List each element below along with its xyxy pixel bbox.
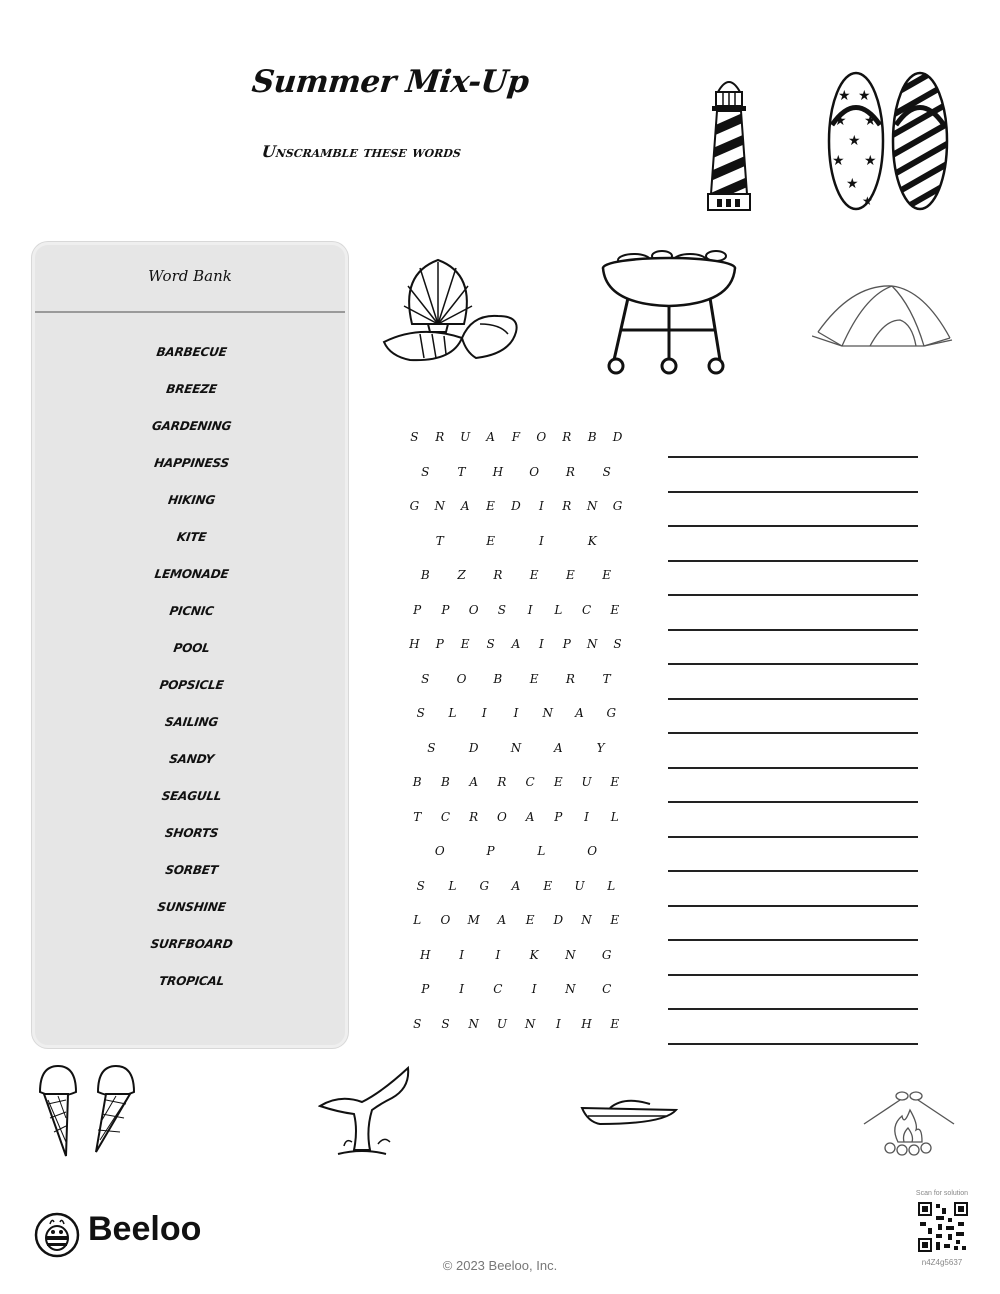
word-bank-item: KITE — [175, 530, 208, 544]
scrambled-letter: N — [581, 913, 592, 928]
scrambled-letter: N — [524, 1016, 536, 1031]
answer-line[interactable] — [668, 663, 918, 698]
scrambled-letter: R — [565, 671, 575, 686]
scrambled-letter: P — [435, 637, 444, 652]
scrambled-letter: I — [459, 982, 464, 997]
scrambled-letter: G — [479, 878, 490, 893]
scrambled-letter: G — [601, 947, 612, 962]
word-bank-title: Word Bank — [148, 267, 232, 285]
scrambled-letter: N — [434, 499, 446, 514]
scrambled-word — [396, 765, 636, 800]
scrambled-letter: I — [584, 809, 589, 824]
scrambled-letter: P — [441, 602, 450, 617]
tent-icon — [812, 280, 958, 352]
svg-text:★: ★ — [858, 88, 871, 104]
answer-line[interactable] — [668, 767, 918, 802]
word-bank-item: BARBECUE — [155, 345, 228, 359]
scrambled-letter: S — [441, 1016, 450, 1031]
scrambled-letter: P — [421, 982, 430, 997]
scrambled-word — [396, 731, 636, 766]
answer-line[interactable] — [668, 491, 918, 526]
copyright: © 2023 Beeloo, Inc. — [442, 1258, 558, 1273]
speedboat-icon — [580, 1094, 680, 1128]
scrambled-letter: O — [587, 844, 598, 859]
scrambled-letter: R — [435, 430, 445, 445]
answer-line[interactable] — [668, 870, 918, 905]
scrambled-word — [396, 420, 636, 455]
scrambled-word — [396, 593, 636, 628]
scrambled-letter: I — [513, 706, 519, 721]
scrambled-letter: U — [460, 430, 471, 445]
scrambled-letter: H — [420, 947, 431, 962]
page-title: Summer Mix-Up — [250, 64, 531, 100]
word-bank-item: SORBET — [164, 863, 219, 877]
scrambled-letter: B — [587, 430, 597, 445]
scrambled-letter: I — [538, 499, 544, 514]
svg-text:★: ★ — [864, 113, 877, 129]
svg-text:★: ★ — [838, 88, 851, 104]
scrambled-letter: H — [492, 464, 504, 479]
answer-line[interactable] — [668, 836, 918, 871]
bee-logo-icon — [34, 1212, 80, 1258]
scrambled-word — [396, 489, 636, 524]
answer-line[interactable] — [668, 939, 918, 974]
scrambled-letter: I — [538, 637, 544, 652]
word-bank-item: SAILING — [164, 715, 220, 729]
answer-line[interactable] — [668, 1043, 918, 1078]
svg-text:★: ★ — [846, 176, 859, 192]
word-bank-item: POOL — [172, 641, 211, 655]
scrambled-letter: B — [493, 671, 503, 686]
scrambled-letter: E — [529, 568, 539, 583]
scrambled-word — [396, 455, 636, 490]
scrambled-word — [396, 972, 636, 1007]
scrambled-letter: U — [496, 1016, 507, 1031]
scrambled-word — [396, 627, 636, 662]
scrambled-letter: E — [525, 913, 535, 928]
qr-code-icon[interactable] — [918, 1202, 968, 1252]
word-bank-item: BREEZE — [165, 382, 218, 396]
page-subtitle: Unscramble these words — [261, 142, 462, 161]
scrambled-letter: A — [497, 913, 507, 928]
scrambled-letter: N — [586, 499, 598, 514]
scrambled-letter: S — [410, 430, 419, 445]
scrambled-letter: L — [448, 878, 457, 893]
word-bank-item: SUNSHINE — [156, 900, 227, 914]
scrambled-letter: P — [486, 844, 495, 859]
scrambled-letter: S — [421, 464, 430, 479]
word-bank-item: HAPPINESS — [153, 456, 230, 470]
answer-line[interactable] — [668, 525, 918, 560]
scrambled-letter: S — [416, 706, 425, 721]
scrambled-letter: R — [469, 809, 479, 824]
scrambled-letter: I — [459, 947, 464, 962]
word-bank-item: POPSICLE — [158, 678, 225, 692]
svg-text:★: ★ — [848, 133, 861, 149]
ice-cream-icon — [36, 1064, 138, 1160]
scrambled-letter: E — [543, 878, 553, 893]
scrambled-letter: E — [460, 637, 470, 652]
word-bank-item: SURFBOARD — [149, 937, 234, 951]
qr-caption: Scan for solution — [915, 1190, 969, 1197]
scrambled-word — [396, 662, 636, 697]
scrambled-letter: A — [460, 499, 470, 514]
scrambled-letter: L — [610, 809, 619, 824]
scrambled-letter: I — [539, 533, 544, 548]
word-bank-item: SEAGULL — [160, 789, 223, 803]
answer-line[interactable] — [668, 732, 918, 767]
scrambled-letter: R — [565, 464, 575, 479]
scrambled-letter: B — [420, 568, 430, 583]
scrambled-letter: N — [468, 1016, 479, 1031]
scrambled-letter: I — [481, 706, 487, 721]
scrambled-letter: N — [565, 947, 576, 962]
scrambled-letter: O — [440, 913, 451, 928]
scrambled-letter: E — [529, 671, 539, 686]
scrambled-letter: L — [554, 602, 563, 617]
scrambled-letter: E — [610, 1016, 620, 1031]
svg-text:★: ★ — [834, 113, 847, 129]
scrambled-letter: O — [434, 844, 445, 859]
scrambled-letter: N — [510, 740, 522, 755]
word-bank-header — [35, 245, 345, 313]
scrambled-letter: U — [581, 775, 592, 790]
scrambled-letter: C — [493, 982, 503, 997]
word-bank-panel — [32, 242, 348, 1048]
answer-line[interactable] — [668, 1008, 918, 1043]
answer-line[interactable] — [668, 698, 918, 733]
scrambled-letter: S — [416, 878, 425, 893]
answer-line[interactable] — [668, 974, 918, 1009]
answer-line[interactable] — [668, 801, 918, 836]
svg-text:★: ★ — [862, 194, 873, 208]
scrambled-letter: N — [542, 706, 553, 721]
brand-name: Beeloo — [88, 1210, 202, 1248]
scrambled-letter: M — [467, 913, 480, 928]
campfire-icon — [860, 1086, 958, 1158]
scrambled-letter: F — [511, 430, 521, 445]
scrambled-letter: D — [468, 740, 479, 755]
scrambled-letter: A — [511, 637, 521, 652]
scrambled-letter: I — [495, 947, 501, 962]
scrambled-letter: R — [497, 775, 507, 790]
scrambled-letter: G — [612, 499, 623, 514]
scrambled-letter: P — [554, 809, 563, 824]
scrambled-letter: N — [565, 982, 576, 997]
scrambled-letter: E — [610, 775, 620, 790]
scrambled-letter: S — [413, 1016, 422, 1031]
scrambled-letter: D — [612, 430, 623, 445]
scrambled-letter: G — [409, 499, 420, 514]
scrambled-letter: O — [536, 430, 547, 445]
scrambled-letter: A — [486, 430, 495, 445]
svg-text:★: ★ — [864, 153, 877, 169]
whale-tail-icon — [318, 1064, 412, 1158]
scrambled-letter: I — [555, 1016, 561, 1031]
word-bank-item: PICNIC — [168, 604, 215, 618]
scrambled-letter: D — [511, 499, 521, 514]
scrambled-letter: S — [497, 602, 506, 617]
word-bank-item: LEMONADE — [153, 567, 230, 581]
scrambled-letter: R — [562, 430, 572, 445]
word-bank-list — [35, 345, 345, 1011]
scrambled-letter: I — [531, 982, 537, 997]
scrambled-letter: Y — [596, 740, 605, 755]
scrambled-letter: Z — [457, 568, 466, 583]
scrambled-letter: L — [413, 913, 422, 928]
scrambled-letter: A — [553, 740, 563, 755]
scrambled-letter: P — [413, 602, 422, 617]
scrambled-letter: O — [468, 602, 479, 617]
answer-lines — [668, 456, 918, 1077]
scrambled-letter: K — [529, 947, 539, 962]
answer-line[interactable] — [668, 905, 918, 940]
scrambled-letter: N — [586, 637, 598, 652]
scrambled-letter: P — [562, 637, 571, 652]
scrambled-letter: A — [525, 809, 535, 824]
answer-line[interactable] — [668, 594, 918, 629]
scrambled-letter: T — [435, 533, 444, 548]
qr-code-label: n4Z4g5637 — [921, 1258, 963, 1267]
scrambled-letter: U — [574, 878, 585, 893]
scrambled-letter: S — [613, 637, 622, 652]
scrambled-word — [396, 696, 636, 731]
scrambled-letter: C — [602, 982, 612, 997]
scrambled-letter: B — [441, 775, 450, 790]
word-bank-item: HIKING — [167, 493, 217, 507]
scrambled-letter: E — [566, 568, 575, 583]
scrambled-letter: E — [486, 499, 495, 514]
scrambled-words-list — [396, 420, 636, 1041]
scrambled-letter: K — [587, 533, 597, 548]
flip-flops-icon — [824, 70, 954, 212]
scrambled-letter: A — [469, 775, 478, 790]
scrambled-letter: E — [553, 775, 563, 790]
scrambled-letter: E — [602, 568, 612, 583]
answer-line[interactable] — [668, 456, 918, 491]
scrambled-letter: R — [493, 568, 503, 583]
scrambled-letter: S — [602, 464, 611, 479]
scrambled-letter: C — [525, 775, 535, 790]
scrambled-word — [396, 938, 636, 973]
answer-line[interactable] — [668, 560, 918, 595]
scrambled-word — [396, 1007, 636, 1042]
scrambled-letter: R — [562, 499, 572, 514]
grill-icon — [598, 246, 740, 376]
word-bank-item: GARDENING — [151, 419, 233, 433]
scrambled-letter: S — [427, 740, 436, 755]
scrambled-letter: A — [575, 706, 584, 721]
scrambled-letter: O — [496, 809, 507, 824]
seashells-icon — [380, 254, 525, 372]
scrambled-letter: G — [606, 706, 617, 721]
scrambled-letter: T — [413, 809, 422, 824]
scrambled-letter: S — [486, 637, 495, 652]
scrambled-word — [396, 869, 636, 904]
word-bank-item: TROPICAL — [158, 974, 226, 988]
scrambled-letter: O — [529, 464, 540, 479]
scrambled-letter: A — [511, 878, 521, 893]
word-bank-item: SANDY — [168, 752, 215, 766]
scrambled-letter: C — [581, 602, 592, 617]
scrambled-letter: O — [456, 671, 467, 686]
scrambled-letter: C — [440, 809, 451, 824]
scrambled-letter: S — [421, 671, 430, 686]
scrambled-letter: B — [412, 775, 422, 790]
scrambled-letter: L — [537, 844, 546, 859]
scrambled-letter: D — [553, 913, 564, 928]
scrambled-word — [396, 903, 636, 938]
svg-text:★: ★ — [832, 153, 845, 169]
scrambled-letter: T — [602, 671, 611, 686]
scrambled-word — [396, 558, 636, 593]
scrambled-letter: H — [581, 1016, 592, 1031]
answer-line[interactable] — [668, 629, 918, 664]
scrambled-letter: T — [457, 464, 466, 479]
scrambled-word — [396, 834, 636, 869]
scrambled-letter: L — [448, 706, 457, 721]
lighthouse-icon — [704, 70, 754, 212]
scrambled-letter: I — [527, 602, 533, 617]
scrambled-word — [396, 800, 636, 835]
scrambled-letter: E — [610, 913, 620, 928]
scrambled-letter: E — [610, 602, 620, 617]
scrambled-letter: L — [607, 878, 616, 893]
word-bank-item: SHORTS — [164, 826, 220, 840]
scrambled-letter: E — [486, 533, 495, 548]
scrambled-word — [396, 524, 636, 559]
scrambled-letter: H — [409, 637, 420, 652]
